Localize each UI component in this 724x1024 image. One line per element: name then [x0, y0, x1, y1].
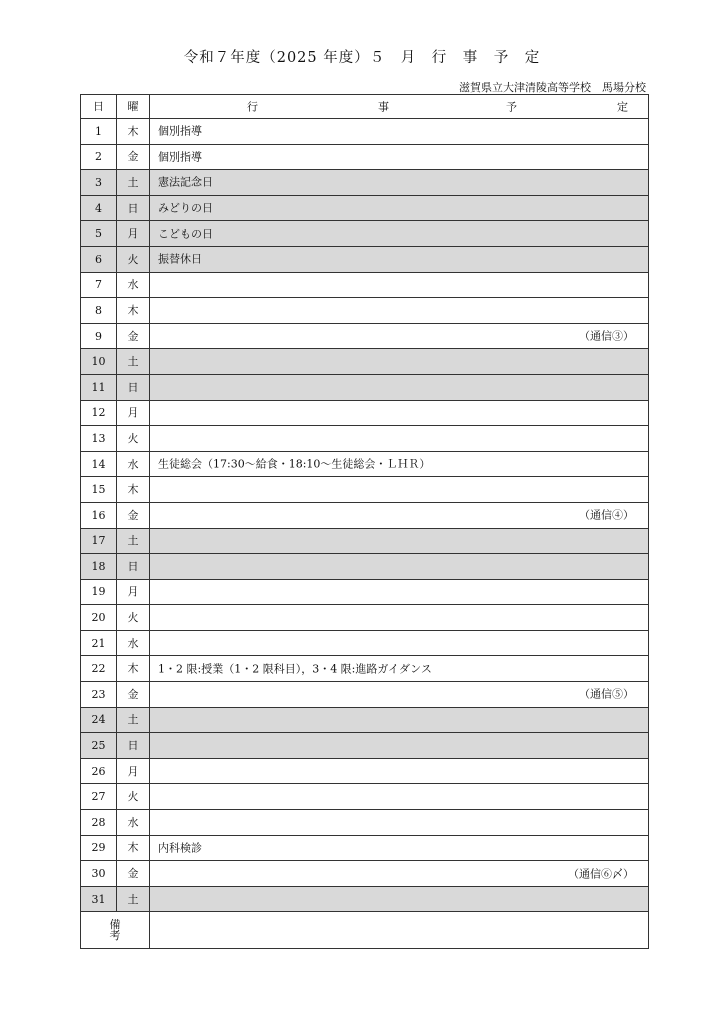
table-row — [81, 733, 649, 759]
weekday: 火 — [117, 784, 150, 810]
day-number: 2 — [81, 144, 117, 170]
event-note: （通信④） — [579, 508, 634, 522]
schedule-table — [80, 94, 649, 949]
table-row — [81, 758, 649, 784]
weekday: 日 — [117, 195, 150, 221]
day-number: 23 — [81, 682, 117, 708]
event-cell — [150, 323, 649, 349]
weekday: 金 — [117, 323, 150, 349]
event-cell — [150, 426, 649, 452]
table-row — [81, 144, 649, 170]
event-cell — [150, 656, 649, 682]
weekday: 土 — [117, 349, 150, 375]
table-row — [81, 554, 649, 580]
weekday: 水 — [117, 272, 150, 298]
day-number: 13 — [81, 426, 117, 452]
table-row — [81, 784, 649, 810]
remarks-label: 備 考 — [81, 912, 150, 949]
event-text: 振替休日 — [158, 252, 202, 266]
event-cell — [150, 630, 649, 656]
weekday: 月 — [117, 400, 150, 426]
event-cell — [150, 707, 649, 733]
table-row — [81, 119, 649, 145]
event-note: （通信⑤） — [579, 687, 634, 701]
event-text: 内科検診 — [158, 841, 202, 855]
day-number: 11 — [81, 374, 117, 400]
weekday: 火 — [117, 605, 150, 631]
weekday: 木 — [117, 477, 150, 503]
day-number: 20 — [81, 605, 117, 631]
event-cell — [150, 170, 649, 196]
event-cell — [150, 246, 649, 272]
event-cell — [150, 733, 649, 759]
table-row — [81, 298, 649, 324]
weekday: 土 — [117, 886, 150, 912]
weekday: 木 — [117, 298, 150, 324]
event-cell — [150, 477, 649, 503]
day-number: 9 — [81, 323, 117, 349]
weekday: 月 — [117, 579, 150, 605]
header-event-char: 予 — [506, 100, 517, 113]
day-number: 6 — [81, 246, 117, 272]
event-text: 個別指導 — [158, 124, 202, 138]
weekday: 金 — [117, 502, 150, 528]
table-row — [81, 605, 649, 631]
event-cell — [150, 349, 649, 375]
event-cell — [150, 886, 649, 912]
weekday: 火 — [117, 246, 150, 272]
day-number: 16 — [81, 502, 117, 528]
weekday: 水 — [117, 451, 150, 477]
header-event-char: 行 — [247, 100, 258, 113]
day-number: 5 — [81, 221, 117, 247]
event-cell — [150, 502, 649, 528]
table-row — [81, 682, 649, 708]
day-number: 15 — [81, 477, 117, 503]
day-number: 21 — [81, 630, 117, 656]
weekday: 月 — [117, 221, 150, 247]
day-number: 19 — [81, 579, 117, 605]
event-cell — [150, 451, 649, 477]
weekday: 木 — [117, 119, 150, 145]
day-number: 17 — [81, 528, 117, 554]
event-text: 個別指導 — [158, 150, 202, 164]
weekday: 金 — [117, 144, 150, 170]
table-header-row — [81, 95, 649, 119]
weekday: 火 — [117, 426, 150, 452]
weekday: 月 — [117, 758, 150, 784]
table-row — [81, 477, 649, 503]
table-row — [81, 170, 649, 196]
day-number: 10 — [81, 349, 117, 375]
table-row — [81, 861, 649, 887]
header-event-char: 定 — [617, 100, 628, 113]
event-cell — [150, 400, 649, 426]
page-title: 令和７年度（2025 年度）５ 月 行 事 予 定 — [183, 50, 541, 66]
header-weekday: 曜 — [117, 95, 150, 119]
event-cell — [150, 195, 649, 221]
event-cell — [150, 221, 649, 247]
day-number: 25 — [81, 733, 117, 759]
day-number: 18 — [81, 554, 117, 580]
day-number: 31 — [81, 886, 117, 912]
event-text: 1・2 限:授業（1・2 限科目），3・4 限:進路ガイダンス — [158, 662, 432, 676]
event-cell — [150, 528, 649, 554]
event-text: みどりの日 — [158, 201, 213, 215]
event-cell — [150, 861, 649, 887]
event-cell — [150, 758, 649, 784]
event-cell — [150, 119, 649, 145]
event-cell — [150, 810, 649, 836]
day-number: 14 — [81, 451, 117, 477]
weekday: 日 — [117, 554, 150, 580]
school-name: 滋賀県立大津清陵高等学校 馬場分校 — [459, 81, 646, 94]
weekday: 土 — [117, 528, 150, 554]
table-row — [81, 349, 649, 375]
table-row — [81, 630, 649, 656]
day-number: 22 — [81, 656, 117, 682]
day-number: 24 — [81, 707, 117, 733]
table-row — [81, 195, 649, 221]
event-cell — [150, 682, 649, 708]
table-row — [81, 374, 649, 400]
header-event — [150, 95, 649, 119]
table-row — [81, 656, 649, 682]
event-cell — [150, 272, 649, 298]
weekday: 水 — [117, 810, 150, 836]
weekday: 日 — [117, 374, 150, 400]
day-number: 27 — [81, 784, 117, 810]
event-text: こどもの日 — [158, 227, 213, 241]
day-number: 30 — [81, 861, 117, 887]
weekday: 水 — [117, 630, 150, 656]
event-note: （通信③） — [579, 329, 634, 343]
weekday: 土 — [117, 170, 150, 196]
table-row — [81, 426, 649, 452]
day-number: 28 — [81, 810, 117, 836]
table-row — [81, 707, 649, 733]
day-number: 29 — [81, 835, 117, 861]
table-row — [81, 272, 649, 298]
weekday: 木 — [117, 656, 150, 682]
weekday: 木 — [117, 835, 150, 861]
event-cell — [150, 784, 649, 810]
event-text: 憲法記念日 — [158, 175, 213, 189]
event-cell — [150, 298, 649, 324]
table-row — [81, 810, 649, 836]
event-cell — [150, 144, 649, 170]
day-number: 4 — [81, 195, 117, 221]
table-row — [81, 246, 649, 272]
table-row — [81, 579, 649, 605]
table-row — [81, 528, 649, 554]
event-note: （通信⑥〆） — [568, 867, 634, 881]
day-number: 3 — [81, 170, 117, 196]
event-cell — [150, 835, 649, 861]
table-row — [81, 886, 649, 912]
table-row — [81, 502, 649, 528]
day-number: 12 — [81, 400, 117, 426]
day-number: 7 — [81, 272, 117, 298]
table-row — [81, 221, 649, 247]
event-cell — [150, 374, 649, 400]
weekday: 日 — [117, 733, 150, 759]
day-number: 26 — [81, 758, 117, 784]
event-cell — [150, 554, 649, 580]
day-number: 1 — [81, 119, 117, 145]
day-number: 8 — [81, 298, 117, 324]
header-event-char: 事 — [378, 100, 389, 113]
remarks-row — [81, 912, 649, 949]
event-cell — [150, 579, 649, 605]
weekday: 土 — [117, 707, 150, 733]
table-row — [81, 451, 649, 477]
event-cell — [150, 605, 649, 631]
event-text: 生徒総会（17:30～給食・18:10～生徒総会・ＬＨＲ） — [158, 457, 431, 471]
header-day: 日 — [81, 95, 117, 119]
table-row — [81, 400, 649, 426]
table-row — [81, 835, 649, 861]
weekday: 金 — [117, 861, 150, 887]
remarks-cell — [150, 912, 649, 949]
weekday: 金 — [117, 682, 150, 708]
table-row — [81, 323, 649, 349]
